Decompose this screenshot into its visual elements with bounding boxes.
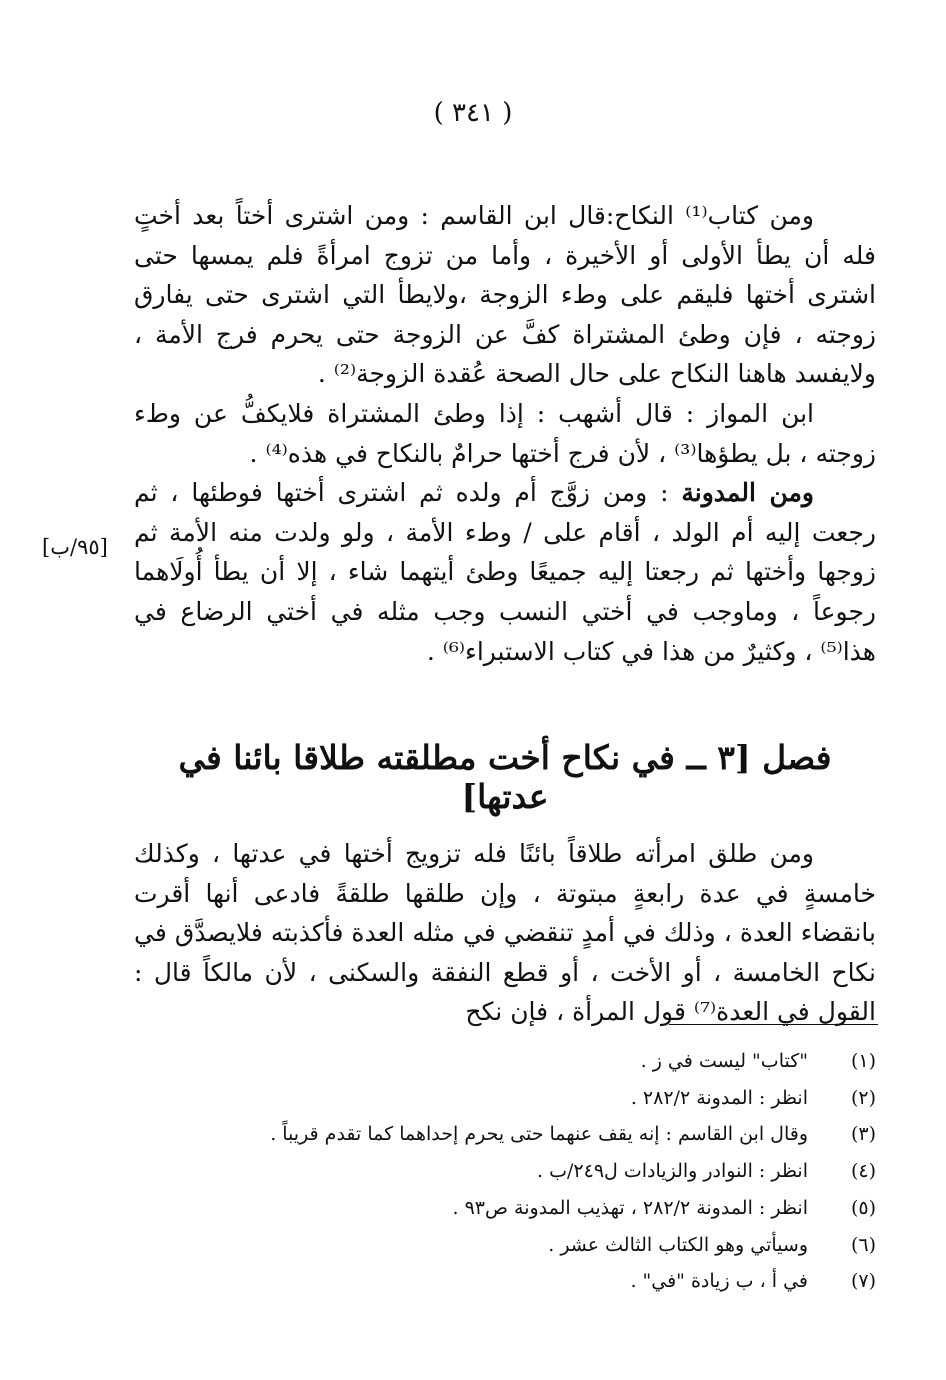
paragraph-3-body: : ومن زوَّج أم ولده ثم اشترى أختها فوطئها ، ثم رجعت إليه أم الولد ، أقام على / وطء الأمة ، ولو ولدت منه الأمة ثم زوجها وأختها ثم رجعتا إليه جميعًا وطئ أيتهما شاء ، إلا أن يطأ أُولَاهما رجوعاً ، وماوجب في أختي النسب وجب مثله في أختي الرضاع في هذا⁽⁵⁾ ، وكثيرٌ من هذا في كتاب الاستبراء⁽⁶⁾ .	[134, 478, 876, 666]
footnotes-list	[134, 1043, 876, 1300]
footnote-text: وقال ابن القاسم : إنه يقف عنهما حتى يحرم إحداهما كما تقدم قريباً .	[270, 1123, 808, 1146]
footnote-text: انظر : النوادر والزيادات ل٢٤٩/ب .	[537, 1160, 808, 1183]
footnote-text: "كتاب" ليست في ز .	[640, 1050, 808, 1072]
footnote-number: (٥)	[850, 1196, 876, 1219]
main-text-section-one	[134, 196, 876, 671]
footnote-item	[134, 1116, 876, 1153]
page-number: ( ٣٤١ )	[433, 98, 513, 128]
main-text-section-two	[134, 834, 876, 1032]
footnote-item	[134, 1190, 876, 1227]
footnote-number: (٤)	[850, 1160, 876, 1183]
footnote-number: (٧)	[850, 1270, 876, 1293]
manuscript-folio-note: [٩٥/ب]	[42, 535, 108, 559]
paragraph-3-lead: ومن المدونة	[681, 478, 814, 508]
footnote-text: في أ ، ب زيادة "في" .	[630, 1270, 808, 1293]
footnote-item	[134, 1153, 876, 1190]
paragraph-1: ومن كتاب⁽¹⁾ النكاح:قال ابن القاسم : ومن اشترى أختاً بعد أختٍ فله أن يطأ الأولى أو الأخيرة ، وأما من تزوج امرأةً فلم يمسها حتى اشترى أختها فليقم على وطء الزوجة ،ولايطأ التي اشترى حتى يفارق زوجته ، فإن وطئ المشتراة كفَّ عن الزوجة حتى يحرم فرج الأمة ، ولايفسد هاهنا النكاح على حال الصحة عُقدة الزوجة⁽²⁾ .	[134, 201, 876, 389]
footnote-number: (٣)	[850, 1123, 876, 1146]
paragraph-3	[134, 473, 876, 671]
footnote-item	[134, 1227, 876, 1264]
section-heading: فصل [٣ ــ في نكاح أخت مطلقته طلاقا بائنا في عدتها]	[178, 738, 832, 816]
footnote-number: (٦)	[850, 1233, 876, 1256]
paragraph-2: ابن المواز : قال أشهب : إذا وطئ المشتراة فلايكفُّ عن وطء زوجته ، بل يطؤها⁽³⁾ ، لأن فرج أختها حرامٌ بالنكاح في هذه⁽⁴⁾ .	[134, 398, 876, 468]
footnote-text: انظر : المدونة ٢٨٢/٢ .	[630, 1086, 808, 1109]
footnote-item	[134, 1080, 876, 1117]
footnote-text: انظر : المدونة ٢٨٢/٢ ، تهذيب المدونة ص٩٣ .	[452, 1196, 808, 1219]
footnote-item	[134, 1043, 876, 1080]
footnote-number: (٢)	[850, 1086, 876, 1109]
paragraph-4: ومن طلق امرأته طلاقاً بائنًا فله تزويج أختها في عدتها ، وكذلك خامسةٍ في عدة رابعةٍ مبتوتة ، وإن طلقها طلقةً فادعى أنها أقرت بانقضاء العدة ، وذلك في أمدٍ تنقضي في مثله العدة فأكذبته فلايصدَّق في نكاح الخامسة ، أو الأخت ، أو قطع النفقة والسكنى ، لأن مالكاً قال : القول في العدة⁽⁷⁾ قول المرأة ، فإن نكح	[134, 839, 876, 1027]
footnote-divider	[669, 1024, 878, 1025]
footnote-item	[134, 1263, 876, 1300]
footnote-number: (١)	[850, 1050, 876, 1072]
footnote-text: وسيأتي وهو الكتاب الثالث عشر .	[548, 1233, 808, 1256]
